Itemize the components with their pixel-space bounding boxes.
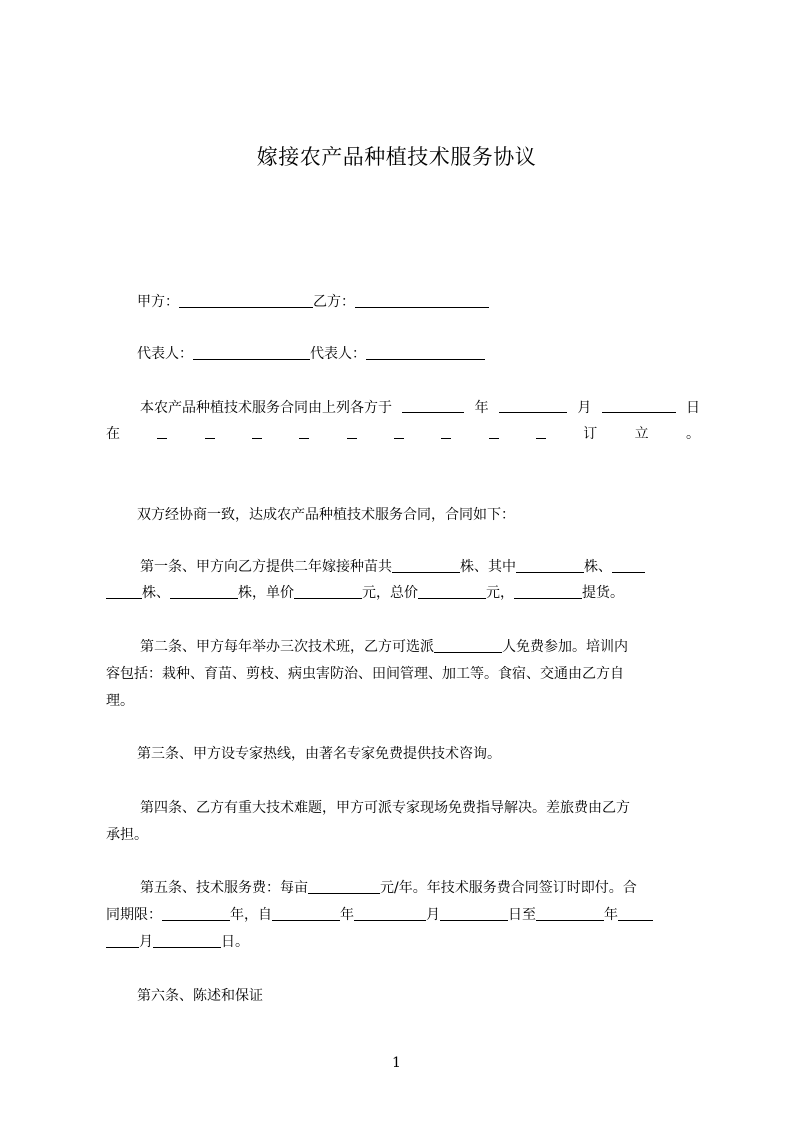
article-5-text-j: 日。	[221, 934, 249, 950]
article-4-line-2: 承担。	[106, 827, 148, 843]
variety-2-blank-start[interactable]	[612, 558, 645, 573]
article-2-text-b: 人免费参加。培训内	[502, 639, 628, 655]
article-1-text-d: 株、	[142, 585, 170, 601]
article-5-line-3	[106, 932, 700, 952]
article-4-line-1: 第四条、乙方有重大技术难题，甲方可派专家现场免费指导解决。差旅费由乙方	[140, 800, 630, 816]
article-1-text-b: 株、其中	[460, 559, 516, 575]
article-3: 第三条、甲方设专家热线，由著名专家免费提供技术咨询。	[137, 746, 501, 762]
party-line	[137, 292, 700, 312]
representative-line	[137, 344, 700, 364]
article-5-text-i: 月	[139, 934, 153, 950]
party-b-blank[interactable]	[355, 293, 489, 308]
place-blank-7[interactable]	[441, 424, 451, 439]
article-5-line-2	[106, 905, 700, 925]
end-day-blank[interactable]	[153, 933, 221, 948]
article-2-text: 第二条、甲方每年举办三次技术班，乙方可选派	[140, 639, 434, 655]
intro-li-label: 立	[634, 426, 649, 442]
document-title: 嫁接农产品种植技术服务协议	[256, 145, 537, 169]
trainees-blank[interactable]	[434, 638, 502, 653]
article-1-text-h: 提货。	[582, 585, 624, 601]
article-1-line-2	[106, 583, 700, 603]
place-blank-3[interactable]	[252, 424, 262, 439]
article-5-text-f: 月	[426, 907, 440, 923]
consensus-line: 双方经协商一致，达成农产品种植技术服务合同，合同如下：	[137, 507, 515, 523]
intro-day-blank[interactable]	[602, 398, 676, 413]
variety-2-blank-end[interactable]	[106, 584, 142, 599]
article-5-text-h: 年	[604, 907, 618, 923]
article-1-text-e: 株，单价	[238, 585, 294, 601]
article-1-text: 第一条、甲方向乙方提供二年嫁接种苗共	[140, 559, 392, 575]
article-5-text-e: 年	[340, 907, 354, 923]
intro-day-label: 日	[685, 400, 700, 416]
place-blank-1[interactable]	[157, 424, 167, 439]
place-blank-8[interactable]	[489, 424, 499, 439]
page-number: 1	[392, 1055, 401, 1071]
intro-at-label: 在	[106, 426, 120, 442]
place-blank-9[interactable]	[536, 424, 546, 439]
place-blank-6[interactable]	[394, 424, 404, 439]
term-years-blank[interactable]	[162, 906, 230, 921]
total-price-blank[interactable]	[418, 584, 486, 599]
article-1-text-f: 元，总价	[362, 585, 418, 601]
article-5-text: 第五条、技术服务费：每亩	[140, 880, 308, 896]
variety-3-blank[interactable]	[170, 584, 238, 599]
variety-1-blank[interactable]	[516, 558, 584, 573]
fee-per-mu-blank[interactable]	[308, 879, 380, 894]
end-month-blank-start[interactable]	[618, 906, 653, 921]
article-1-text-c: 株、	[584, 559, 612, 575]
start-month-blank[interactable]	[354, 906, 426, 921]
intro-month-label: 月	[577, 400, 592, 416]
article-6: 第六条、陈述和保证	[137, 988, 263, 1004]
place-blank-4[interactable]	[299, 424, 309, 439]
rep-b-blank[interactable]	[366, 345, 485, 360]
article-2-line-2: 容包括：栽种、育苗、剪枝、病虫害防治、田间管理、加工等。食宿、交通由乙方自	[106, 666, 624, 682]
article-5-text-d: 年，自	[230, 907, 272, 923]
article-2-line-3: 理。	[106, 693, 134, 709]
total-seedlings-blank[interactable]	[392, 558, 460, 573]
intro-line-2	[106, 424, 700, 444]
article-1-text-g: 元，	[486, 585, 514, 601]
rep-a-blank[interactable]	[193, 345, 310, 360]
start-day-blank[interactable]	[440, 906, 508, 921]
rep-b-label: 代表人：	[310, 346, 366, 362]
article-2-line-1	[140, 637, 700, 657]
end-year-blank[interactable]	[536, 906, 604, 921]
place-blank-2[interactable]	[205, 424, 215, 439]
article-5-text-c: 同期限：	[106, 907, 162, 923]
intro-month-blank[interactable]	[499, 398, 567, 413]
party-a-blank[interactable]	[179, 293, 313, 308]
intro-year-blank[interactable]	[402, 398, 464, 413]
article-5-line-1	[140, 878, 700, 898]
intro-line-1	[140, 398, 700, 418]
intro-text: 本农产品种植技术服务合同由上列各方于	[140, 400, 392, 416]
intro-year-label: 年	[474, 400, 489, 416]
unit-price-blank[interactable]	[294, 584, 362, 599]
place-blank-5[interactable]	[347, 424, 357, 439]
article-5-text-b: 元/年。年技术服务费合同签订时即付。合	[380, 880, 637, 896]
start-year-blank[interactable]	[272, 906, 340, 921]
end-month-blank-end[interactable]	[106, 933, 139, 948]
article-5-text-g: 日至	[508, 907, 536, 923]
party-b-label: 乙方：	[313, 294, 355, 310]
article-1-line-1	[140, 557, 700, 577]
delivery-blank[interactable]	[514, 584, 582, 599]
intro-period: 。	[685, 426, 700, 442]
intro-ding-label: 订	[583, 426, 598, 442]
party-a-label: 甲方：	[137, 294, 179, 310]
rep-a-label: 代表人：	[137, 346, 193, 362]
